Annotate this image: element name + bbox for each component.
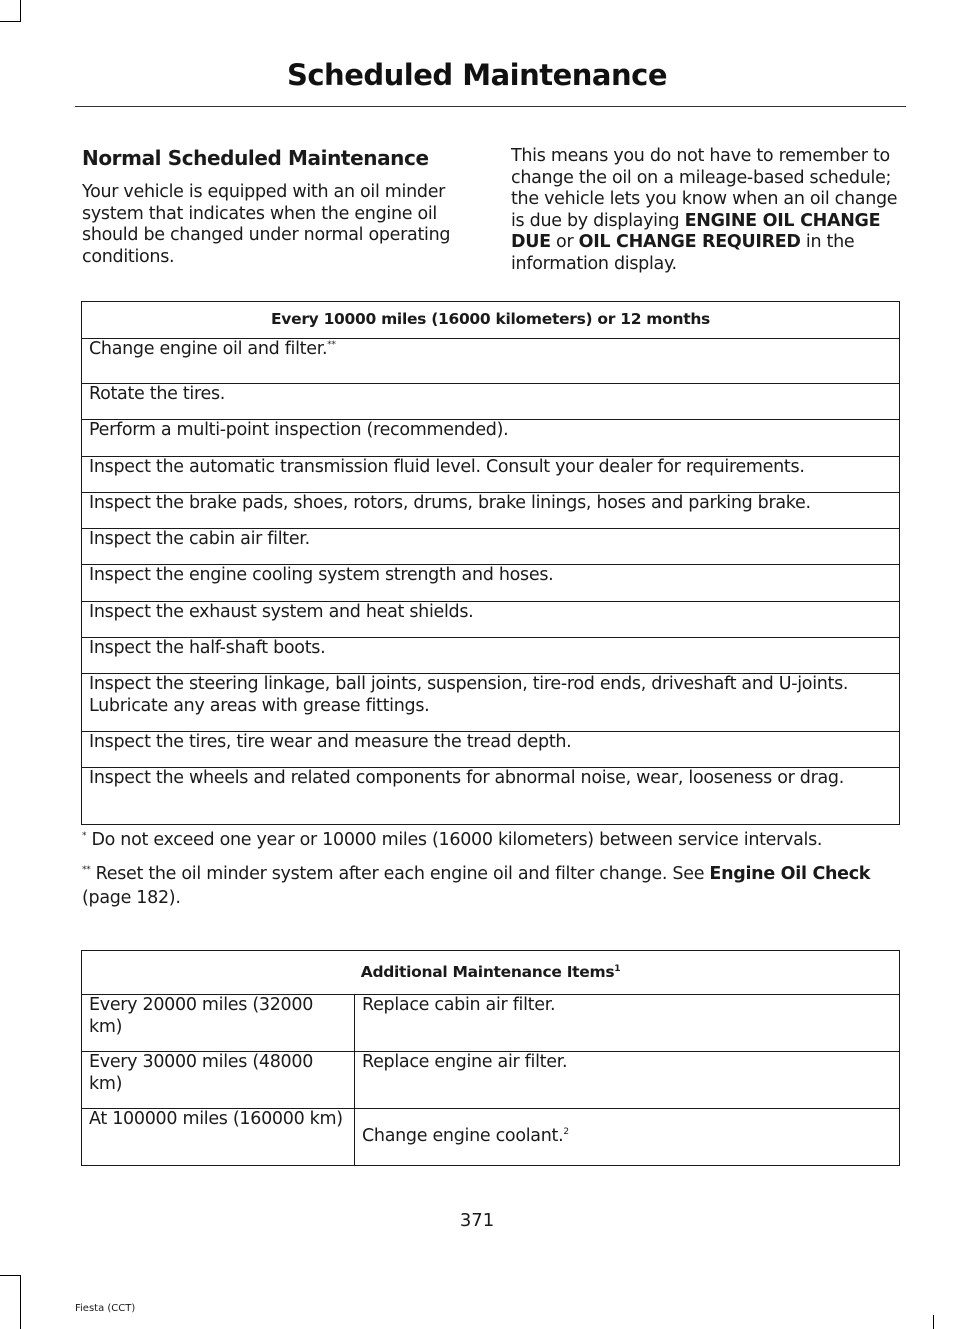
crop-mark — [933, 1315, 934, 1329]
table-row — [82, 565, 900, 602]
cell-text: Change engine oil and filter. — [89, 339, 328, 359]
interval-cell: Every 20000 miles (32000 km) — [82, 995, 355, 1052]
section-heading: Normal Scheduled Maintenance — [82, 146, 429, 170]
table-cell: Inspect the wheels and related components for abnormal noise, wear, looseness or drag. — [82, 768, 900, 825]
table-cell: Inspect the tires, tire wear and measure the tread depth. — [82, 732, 900, 768]
crop-mark — [20, 1275, 21, 1329]
table-cell: Inspect the automatic transmission fluid level. Consult your dealer for requirements. — [82, 457, 900, 493]
table-cell: Rotate the tires. — [82, 384, 900, 420]
table-cell: Inspect the cabin air filter. — [82, 529, 900, 565]
table-cell: Inspect the engine cooling system strength and hoses. — [82, 565, 900, 602]
table-row — [82, 339, 900, 384]
crop-mark — [0, 1275, 21, 1276]
table-cell: Inspect the exhaust system and heat shields. — [82, 602, 900, 638]
footnote-text: Reset the oil minder system after each engine oil and filter change. See — [90, 864, 710, 884]
table-header-row — [82, 302, 900, 339]
table-header-row — [82, 951, 900, 995]
table-row — [82, 1052, 900, 1109]
table-row — [82, 457, 900, 493]
table-row — [82, 1109, 900, 1166]
footnote-mark: 2 — [563, 1127, 569, 1138]
intro-right-column — [511, 146, 903, 275]
intro-left-column — [82, 146, 474, 268]
cell-text: Change engine coolant. — [362, 1126, 564, 1147]
table-row — [82, 638, 900, 674]
cell-text: Replace engine air filter. — [362, 1052, 568, 1072]
engine-oil-check-link[interactable]: Engine Oil Check — [709, 864, 871, 884]
table-row — [82, 768, 900, 825]
paragraph-text: This means you do not have to remember to change the oil on a mileage-based schedule; the vehicle lets you know when an oil change is due by displaying — [511, 146, 898, 231]
paragraph-text: in the information display. — [511, 232, 855, 274]
footnote-mark: * — [82, 831, 87, 842]
footnote-mark: ** — [82, 865, 91, 876]
table-header — [82, 951, 900, 995]
interval-cell: At 100000 miles (160000 km) — [82, 1109, 355, 1166]
page-number: 371 — [459, 1210, 495, 1231]
table-cell: Inspect the brake pads, shoes, rotors, drums, brake linings, hoses and parking brake. — [82, 493, 900, 529]
cell-text: Replace cabin air filter. — [362, 995, 556, 1015]
crop-mark — [0, 21, 21, 22]
intro-paragraph: Your vehicle is equipped with an oil minder system that indicates when the engine oil should be changed under normal operating conditions. — [82, 182, 451, 267]
table-cell — [82, 339, 900, 384]
document-id: Fiesta (CCT) — [75, 1303, 136, 1314]
footnote-mark: 1 — [614, 963, 621, 974]
table-row — [82, 384, 900, 420]
table-cell: Perform a multi-point inspection (recommended). — [82, 420, 900, 457]
item-cell — [355, 995, 900, 1052]
interval-cell: Every 30000 miles (48000 km) — [82, 1052, 355, 1109]
footnote-text: (page 182). — [82, 888, 181, 908]
table-row — [82, 732, 900, 768]
footnote-mark: ** — [327, 340, 336, 351]
table-header-text: Additional Maintenance Items — [360, 962, 615, 981]
normal-maintenance-table — [81, 301, 900, 825]
footnote — [82, 828, 902, 852]
table-row — [82, 995, 900, 1052]
message-engine-oil-change-due: ENGINE OIL CHANGE DUE — [511, 210, 881, 252]
table-row — [82, 674, 900, 732]
paragraph-text: or — [550, 232, 579, 252]
oil-minder-paragraph — [511, 146, 903, 275]
message-oil-change-required: OIL CHANGE REQUIRED — [578, 232, 801, 252]
page-title: Scheduled Maintenance — [286, 58, 668, 92]
item-cell — [355, 1109, 900, 1166]
footnote-text: Do not exceed one year or 10000 miles (16000 kilometers) between service intervals. — [86, 830, 823, 850]
table-header: Every 10000 miles (16000 kilometers) or 12 months — [82, 302, 900, 339]
table-cell: Inspect the steering linkage, ball joints, suspension, tire-rod ends, driveshaft and U-joints. Lubricate any areas with grease fittings. — [82, 674, 900, 732]
crop-mark — [20, 0, 21, 22]
table-row — [82, 420, 900, 457]
title-divider — [75, 106, 906, 107]
table-row — [82, 529, 900, 565]
table-row — [82, 493, 900, 529]
table-cell: Inspect the half-shaft boots. — [82, 638, 900, 674]
additional-maintenance-table — [81, 950, 900, 1166]
table-row — [82, 602, 900, 638]
footnote — [82, 862, 902, 910]
item-cell — [355, 1052, 900, 1109]
